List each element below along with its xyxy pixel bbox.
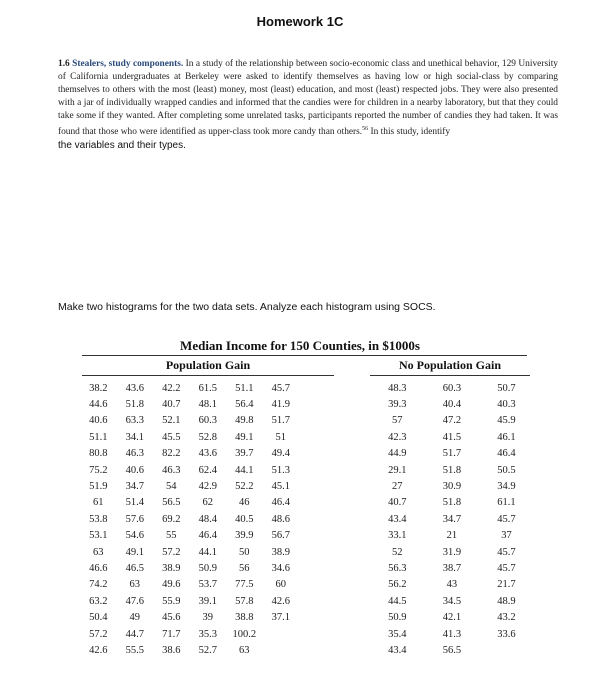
table-cell: 44.5 <box>388 595 407 607</box>
table-cell: 45.7 <box>497 546 516 558</box>
table-cell: 61.5 <box>198 382 217 394</box>
table-cell: 29.1 <box>388 464 407 476</box>
table-cell: 57.8 <box>235 595 254 607</box>
table-cell: 38.7 <box>442 562 462 574</box>
table-cell: 44.1 <box>235 464 254 476</box>
problem-tail: the variables and their types. <box>58 140 186 152</box>
table-cell: 63 <box>129 579 140 591</box>
table-cell: 50.7 <box>497 382 516 394</box>
table-cell: 57.6 <box>125 513 144 525</box>
table-cell: 48.9 <box>497 595 516 607</box>
population-gain-row <box>80 413 336 429</box>
problem-text <box>58 58 558 153</box>
instruction-text: Make two histograms for the two data sets. Analyze each histogram using SOCS. <box>58 301 436 313</box>
table-cell: 40.3 <box>497 399 516 411</box>
no-population-gain-row <box>370 642 534 658</box>
no-population-gain-row <box>370 446 534 462</box>
no-population-gain-row <box>370 528 534 544</box>
table-cell: 47.6 <box>125 595 144 607</box>
table-cell: 48.6 <box>271 513 290 525</box>
table-cell: 43.6 <box>198 448 217 460</box>
table-cell: 39.7 <box>235 448 254 460</box>
table-cell: 62 <box>202 497 213 509</box>
table-cell: 56.3 <box>388 562 407 574</box>
no-population-gain-row <box>370 560 534 576</box>
no-population-gain-row <box>370 544 534 560</box>
table-cell: 43.6 <box>125 382 144 394</box>
table-cell: 51.1 <box>89 431 108 443</box>
table-title: Median Income for 150 Counties, in $1000s <box>180 338 420 353</box>
table-cell: 69.2 <box>162 513 181 525</box>
table-cell: 30.9 <box>442 481 462 493</box>
table-cell: 46.3 <box>162 464 181 476</box>
population-gain-row <box>80 446 336 462</box>
table-cell: 61 <box>93 497 104 509</box>
table-cell: 46.6 <box>89 562 108 574</box>
table-cell: 44.9 <box>388 448 407 460</box>
table-cell: 41.3 <box>442 628 462 640</box>
table-cell: 49.6 <box>162 579 181 591</box>
table-cell: 51.9 <box>89 481 108 493</box>
table-cell: 40.5 <box>235 513 254 525</box>
table-cell: 42.2 <box>162 382 181 394</box>
problem-prompt: In this study, identify <box>370 127 451 138</box>
left-heading-rule <box>82 375 334 376</box>
problem-number: 1.6 <box>58 59 70 69</box>
table-cell: 63 <box>239 644 250 656</box>
table-cell: 55 <box>166 530 177 542</box>
table-cell: 46.3 <box>125 448 144 460</box>
table-cell: 49.1 <box>235 431 254 443</box>
table-cell: 45.7 <box>497 562 516 574</box>
right-group-heading: No Population Gain <box>398 358 502 372</box>
table-cell: 48.3 <box>388 382 407 394</box>
table-cell: 37.1 <box>271 612 290 624</box>
population-gain-row <box>80 396 336 412</box>
table-cell: 39.3 <box>388 399 407 411</box>
table-cell: 50.4 <box>89 612 108 624</box>
table-rule-top <box>82 355 527 356</box>
table-cell: 71.7 <box>162 628 181 640</box>
table-cell: 63.2 <box>89 595 108 607</box>
table-cell: 38.9 <box>271 546 290 558</box>
table-cell: 34.1 <box>125 431 144 443</box>
population-gain-row <box>80 380 336 396</box>
table-cell: 53.1 <box>89 530 108 542</box>
population-gain-row <box>80 528 336 544</box>
population-gain-row <box>80 462 336 478</box>
no-population-gain-row <box>370 511 534 527</box>
population-gain-row <box>80 478 336 494</box>
no-population-gain-row <box>370 413 534 429</box>
table-cell: 46 <box>239 497 250 509</box>
table-cell: 75.2 <box>89 464 108 476</box>
table-cell: 56.2 <box>388 579 407 591</box>
table-cell: 77.5 <box>235 579 254 591</box>
problem-body: In a study of the relationship between socio-economic class and unethical behavior, 129 University of California undergraduates at Berkeley were asked to identify themselves as having low or high social-class by comparing themselves to others with the most (least) money, most (least) education, and most (least) respected jobs. They were also presented with a jar of individually wrapped candies and informed that the candies were for children in a nearby laboratory, but that they could take some if they wanted. After completing some unrelated tasks, participants reported the number of candies they had taken. It was found that those who were identified as upper-class took more candy than others. <box>58 59 558 138</box>
table-cell: 40.4 <box>442 399 462 411</box>
table-cell: 46.4 <box>497 448 516 460</box>
table-cell: 21 <box>446 530 458 542</box>
table-cell: 43.4 <box>388 513 407 525</box>
table-cell: 33.6 <box>497 628 516 640</box>
table-cell: 21.7 <box>497 579 516 591</box>
table-cell: 52.8 <box>198 431 217 443</box>
table-cell: 49.1 <box>125 546 144 558</box>
table-cell: 47.2 <box>442 415 462 427</box>
table-cell: 34.5 <box>442 595 462 607</box>
table-cell: 44.1 <box>198 546 217 558</box>
no-population-gain-grid <box>370 380 534 659</box>
table-cell: 56.7 <box>271 530 290 542</box>
population-gain-row <box>80 560 336 576</box>
table-cell: 51.4 <box>125 497 144 509</box>
table-cell: 45.7 <box>271 382 290 394</box>
table-cell: 57.2 <box>89 628 108 640</box>
table-cell: 43.4 <box>388 644 407 656</box>
table-cell: 34.9 <box>497 481 516 493</box>
table-cell: 44.7 <box>125 628 144 640</box>
table-cell: 57.2 <box>162 546 181 558</box>
table-cell: 45.7 <box>497 513 516 525</box>
no-population-gain-row <box>370 609 534 625</box>
table-cell: 56.4 <box>235 399 254 411</box>
table-cell: 39.9 <box>235 530 254 542</box>
table-cell: 51.8 <box>442 464 462 476</box>
table-cell: 49.4 <box>271 448 290 460</box>
table-cell: 51.1 <box>235 382 254 394</box>
table-cell: 31.9 <box>442 546 462 558</box>
table-cell: 48.4 <box>198 513 217 525</box>
table-cell: 34.7 <box>125 481 144 493</box>
right-heading-rule <box>370 375 530 376</box>
table-cell: 38.6 <box>162 644 181 656</box>
no-population-gain-row <box>370 495 534 511</box>
table-cell: 27 <box>392 481 403 493</box>
table-cell: 51.7 <box>442 448 462 460</box>
table-cell: 46.4 <box>271 497 290 509</box>
table-cell: 40.7 <box>162 399 181 411</box>
table-cell: 60 <box>275 579 286 591</box>
left-group-heading: Population Gain <box>165 358 251 372</box>
table-cell: 48.1 <box>198 399 217 411</box>
table-cell: 55.5 <box>125 644 144 656</box>
table-cell: 38.9 <box>162 562 181 574</box>
no-population-gain-row <box>370 462 534 478</box>
table-cell: 46.4 <box>198 530 217 542</box>
table-cell: 56.5 <box>442 644 462 656</box>
table-cell: 39.1 <box>198 595 217 607</box>
table-cell: 40.6 <box>89 415 108 427</box>
population-gain-row <box>80 609 336 625</box>
table-cell: 38.2 <box>89 382 108 394</box>
table-cell: 55.9 <box>162 595 181 607</box>
table-cell: 45.1 <box>271 481 290 493</box>
table-cell: 50.9 <box>388 612 407 624</box>
table-cell: 49.8 <box>235 415 254 427</box>
table-cell: 51.3 <box>271 464 290 476</box>
population-gain-row <box>80 544 336 560</box>
table-cell: 35.4 <box>388 628 407 640</box>
population-gain-row <box>80 495 336 511</box>
no-population-gain-row <box>370 380 534 396</box>
table-cell: 56 <box>239 562 250 574</box>
table-cell: 42.6 <box>271 595 290 607</box>
table-cell: 60.3 <box>442 382 462 394</box>
table-cell: 45.9 <box>497 415 516 427</box>
table-cell: 38.8 <box>235 612 254 624</box>
table-cell: 52.7 <box>198 644 217 656</box>
table-cell: 42.9 <box>198 481 217 493</box>
table-cell: 43 <box>446 579 458 591</box>
table-cell: 57 <box>392 415 403 427</box>
table-cell: 62.4 <box>198 464 217 476</box>
table-cell: 34.6 <box>271 562 290 574</box>
problem-heading: Stealers, study components. <box>72 59 184 69</box>
table-cell: 52.1 <box>162 415 181 427</box>
table-cell: 45.6 <box>162 612 181 624</box>
population-gain-row <box>80 593 336 609</box>
table-cell: 54.6 <box>125 530 144 542</box>
table-cell: 51 <box>275 431 286 443</box>
table-cell: 50.5 <box>497 464 516 476</box>
population-gain-row <box>80 626 336 642</box>
table-cell: 100.2 <box>232 628 257 640</box>
population-gain-row <box>80 577 336 593</box>
table-cell: 51.8 <box>442 497 462 509</box>
population-gain-row <box>80 642 336 658</box>
table-cell: 63 <box>93 546 104 558</box>
table-cell: 44.6 <box>89 399 108 411</box>
table-cell: 61.1 <box>497 497 516 509</box>
table-cell: 46.1 <box>497 431 516 443</box>
table-cell: 39 <box>202 612 213 624</box>
no-population-gain-row <box>370 429 534 445</box>
table-cell: 42.1 <box>442 612 462 624</box>
table-cell: 41.9 <box>271 399 290 411</box>
table-cell: 74.2 <box>89 579 108 591</box>
table-cell: 40.7 <box>388 497 407 509</box>
table-cell: 56.5 <box>162 497 181 509</box>
table-cell: 46.5 <box>125 562 144 574</box>
table-cell: 49 <box>129 612 140 624</box>
population-gain-grid <box>80 380 336 659</box>
table-cell: 35.3 <box>198 628 217 640</box>
table-cell: 34.7 <box>442 513 462 525</box>
table-cell: 52 <box>392 546 403 558</box>
table-cell: 53.7 <box>198 579 217 591</box>
table-cell: 33.1 <box>388 530 407 542</box>
table-cell: 82.2 <box>162 448 181 460</box>
table-cell: 63.3 <box>125 415 144 427</box>
no-population-gain-row <box>370 593 534 609</box>
table-cell: 41.5 <box>442 431 462 443</box>
footnote-ref: 56 <box>362 126 369 132</box>
table-cell: 51.7 <box>271 415 290 427</box>
table-cell: 42.3 <box>388 431 407 443</box>
no-population-gain-row <box>370 396 534 412</box>
table-cell: 45.5 <box>162 431 181 443</box>
table-cell: 51.8 <box>125 399 144 411</box>
table-cell: 40.6 <box>125 464 144 476</box>
table-cell: 80.8 <box>89 448 108 460</box>
table-cell: 60.3 <box>198 415 217 427</box>
table-cell: 52.2 <box>235 481 254 493</box>
population-gain-row <box>80 511 336 527</box>
table-cell: 50 <box>239 546 250 558</box>
population-gain-row <box>80 429 336 445</box>
table-cell: 53.8 <box>89 513 108 525</box>
table-cell: 50.9 <box>198 562 217 574</box>
table-cell: 37 <box>501 530 512 542</box>
no-population-gain-row <box>370 478 534 494</box>
table-cell: 54 <box>166 481 177 493</box>
no-population-gain-row <box>370 626 534 642</box>
no-population-gain-row <box>370 577 534 593</box>
page-title: Homework 1C <box>256 14 344 29</box>
table-cell: 42.6 <box>89 644 108 656</box>
table-cell: 43.2 <box>497 612 516 624</box>
